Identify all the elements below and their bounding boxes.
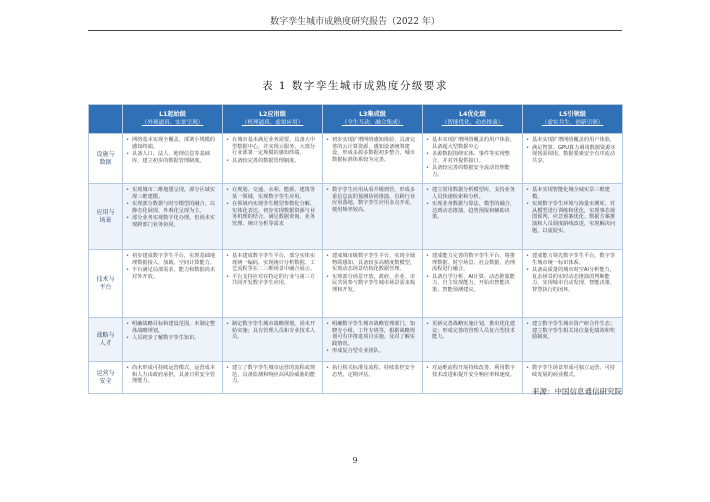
cell-bullet: • 建成能力领先数字孪生平台，数字孪生城市统一标识体系。 [532,253,619,266]
cell-bullet: • 尚未形成可持续运营模式，运营成本和人力由政府承担，具备日常安全管理能力。 [132,365,219,385]
table-cell [323,318,423,362]
cell-bullet: • 形成复合型专业团队。 [332,348,419,355]
header-empty-cell [89,105,123,134]
level-header-l4: L4优化级 （智能优化、动态推演） [423,105,523,134]
row-label: 设施与 数据 [89,134,123,184]
level-header-l3: L3集成级 （全生互动、融合集成） [323,105,423,134]
cell-bullet: • 实现部分数据与时空模型的融合，以静态化展现、外观化呈现为主。 [132,201,219,214]
table-cell [223,318,323,362]
table-cell [123,134,223,184]
cell-bullet: • 部分业务实现数字化办理，但尚未实现跨部门业务协同。 [132,215,219,228]
cell-bullet: • 明确数字孪生城市战略管理部门，知晓专小组、工作专班等，根据战略规划可有序推进项目实施，及对了解实践情况。 [332,321,419,347]
source-note: 来源：中国信息通信研究院 [532,387,622,396]
table-cell [323,362,423,394]
table-cell [423,318,523,362]
cell-bullet: • 数字孪生应用从看升级到管，形成多重信息流的预测协同推演，有跨行业应用落地，数字孪生应用多点开花、便用频率较高。 [332,187,419,213]
cell-bullet: • 建成城市级数字孪生平台，实现全域物联感知、具备较多高精度数模型，实现动态场景结构化数据管理。 [332,253,419,273]
row-label: 战略与 人才 [89,318,123,362]
level-header-l5: L5引领级 （虚实共生、创新引领） [523,105,623,134]
cell-bullet: • 在领域内实现孪生模型参数化分解、实体化表达，初步实现数据资源与业务机理的结合，满足数据查询、业务管理、统计分析等需求 [232,201,319,227]
cell-bullet: • 实现业务数据与算法、模型的融合，达到动态推演、趋势预报和辅助决策。 [432,201,519,221]
header-rule [88,30,622,31]
cell-bullet: • 实现城市二维地图呈现，部分区域实现三维建模。 [132,187,219,200]
cell-bullet: • 具备较完善的数据管理制度。 [232,158,319,165]
row-label: 运营与 安全 [89,362,123,394]
table-cell [523,184,623,250]
maturity-table [88,104,623,394]
cell-bullet: • 建成能力完善的数字孪生平台，将推理数据、时空场景、社会数据、治理流程进行融合。 [432,253,519,273]
row-label: 应用与 场景 [89,184,123,250]
cell-bullet: • 对运维流程开展持续改善，利用数字技术改进和提升安全响应率和速度。 [432,365,519,378]
cell-bullet: • 初步建成数字孪生平台，实现基础地理数据接入、加载、空间计算能力。 [132,253,219,266]
cell-bullet: • 基本建成数字孪生平台，部分实体实现统一编码，实现统计分析数据、工艺流程等在二三维场景中融合展示。 [232,253,319,273]
table-cell [223,362,323,394]
cell-bullet: • 网络基本实现全覆盖，部署小规模的感知终端。 [132,137,219,150]
page-number: 9 [352,456,358,465]
cell-bullet: • 明确战略目标和建设范围，未制定整体战略规划。 [132,321,219,334]
table-cell [123,318,223,362]
table-row [89,134,623,184]
table-cell [323,134,423,184]
cell-bullet: • 基本实现扩增网络覆盖的用户体验， [532,137,619,144]
cell-bullet: • 在规划、交通、水利、能源、建筑等某一领域，实现数字孪生应用。 [232,187,319,200]
cell-bullet: • 人员初步了解数字孪生知识。 [132,335,219,342]
cell-bullet: • 平台满足局部需求，能力和数据尚未对外开放。 [132,267,219,280]
cell-bullet: • 具备自学分析、AI计算、动态推演能力，自主发现能力，开始出智能决策、智能预测建议。 [432,274,519,294]
cell-bullet: • 在城市基本满足业务需要，具备大中型数据中心，并实现云服务，大部分行业部署一定规模的感知终端。 [232,137,319,157]
cell-bullet: • 建立了数字孪生城市运营的流程或规范，具备监测和响应高风险威胁的能力。 [232,365,319,385]
cell-bullet: • 具备较完善的数据安全流动管理能力。 [432,165,519,178]
level-header-l1: L1起始级 （外观逼真、实景呈现） [123,105,223,134]
table-row [89,318,623,362]
cell-bullet: • 基本实现智能化城全域实景三维建模。 [532,187,619,200]
table-cell [523,318,623,362]
cell-bullet: • 初步实现扩增网络感知体验，具备完善的云计算资源，感知设备统筹建设，形成多源多数据初步整合，城市数据标准体系较为完善。 [332,137,419,163]
table-cell [223,134,323,184]
table-cell [523,250,623,318]
cell-bullet: • 基本实现扩增网络覆盖的用户体验，具备超大型数据中心 [432,137,519,150]
table-title: 表 1 数字孪生城市成熟度分级要求 [262,80,448,92]
cell-bullet: • 建立数字孪生城市资产研合作生态；建立数字孪生相关岗位量化绩效和奖励制度。 [532,321,619,341]
table-cell [423,362,523,394]
cell-bullet: • 建立常用数据分析模型库，支持业务人员快速检索和分析。 [432,187,519,200]
running-header: 数字孪生城市成熟度研究报告（2022 年） [270,17,440,27]
cell-bullet: • 数字孪生场景形成可独立运营、可持续发展的商业模式。 [532,365,619,378]
table-cell [123,250,223,318]
table-row [89,250,623,318]
table-cell [523,134,623,184]
cell-bullet: • 制定数字孪生城市战略规划，尚未开始实施；具有管理人员和专业技术人员。 [232,321,319,341]
cell-bullet: • 平台支持应对在特定的行业与第三方共同开发数字孪生应用。 [232,274,319,287]
table-cell [323,184,423,250]
cell-bullet: • 具备高质量的城市时空AI分析能力，复杂场景的实时动态推演的判断能力，实现城市自动发现、智能决策、智慧执行的闭环。 [532,267,619,293]
table-cell [223,184,323,250]
cell-bullet: • 实现数字孪生环境与海量实例库，对从模型进行训练和优化，实现事态视图预判、应急预案优化、数据方案推演和人员调度路线改进，实现解决问题，以虚促实。 [532,201,619,234]
table-cell [423,250,523,318]
level-header-l2: L2应用级 （机理逼真、虚拟应用） [223,105,323,134]
table-cell [223,250,323,318]
cell-bullet: • 实现部分场景开放，政府、企业、市民共同参与数字孪生城市场景需求梳理和开发。 [332,274,419,294]
cell-bullet: • 更新完善战略实施计划，推出优化建议；形成完善的管理人员复合型技术能力。 [432,321,519,341]
table-cell [323,250,423,318]
cell-bullet: • 执行相关标准及流程，持续监控安全态势，定期评估。 [332,365,419,378]
row-label: 技术与 平台 [89,250,123,318]
cell-bullet: • 满足智算、GPU算力调用数据资源实现按需调用，数据要素安全有序流动共享。 [532,145,619,165]
table-cell [423,134,523,184]
table-cell [123,184,223,250]
cell-bullet: • 具备人口、法人、地理信息等基础库，建立初步的数据管理制度。 [132,151,219,164]
cell-bullet: • 多源数据围绕实体、事件等实现整合，并对外提供接口。 [432,151,519,164]
table-cell [423,184,523,250]
table-row [89,184,623,250]
table-cell [123,362,223,394]
